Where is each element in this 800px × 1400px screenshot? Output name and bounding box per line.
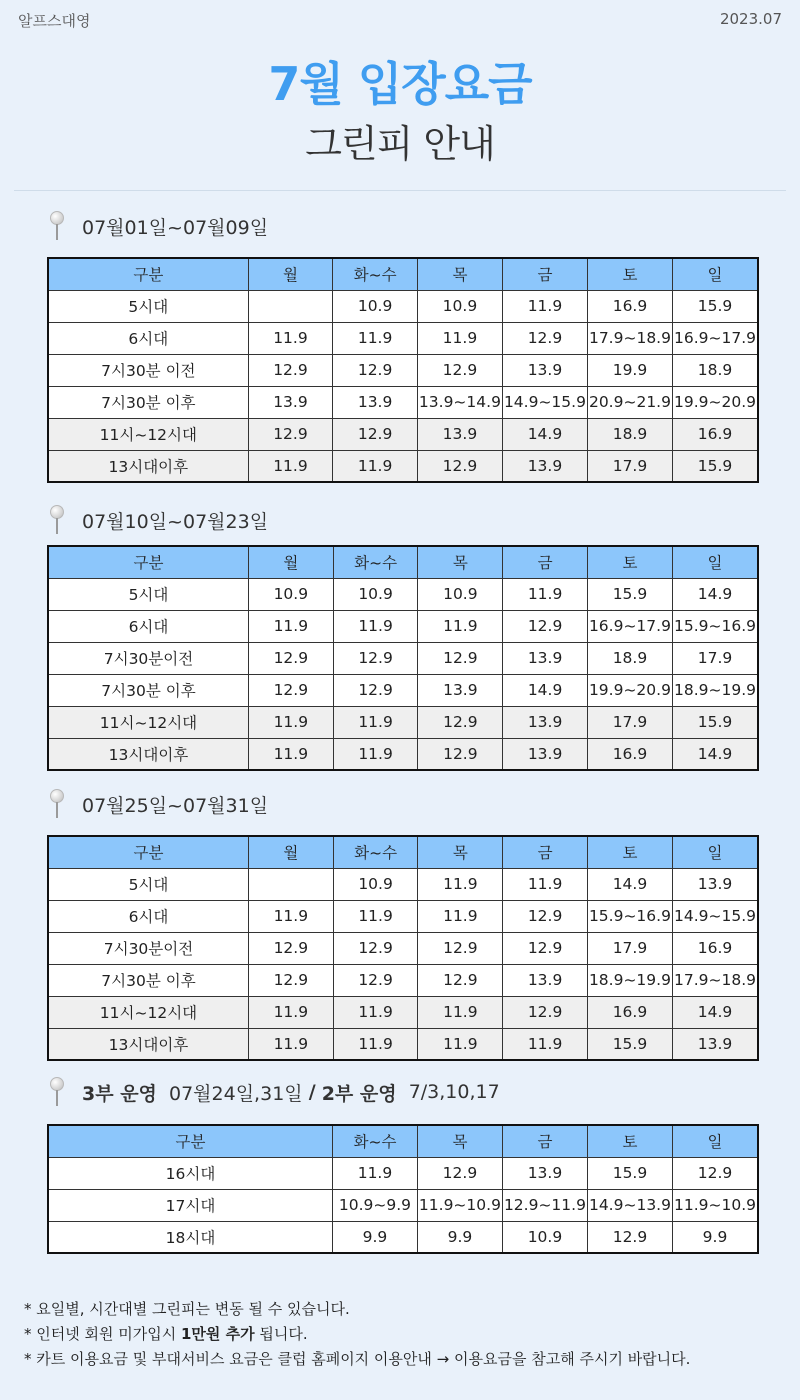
price-cell: 12.9 (248, 418, 333, 450)
price-cell: 18.9 (587, 642, 672, 674)
pin-icon (48, 1077, 68, 1107)
special-price-table (47, 1124, 759, 1254)
time-slot-cell: 11시~12시대 (48, 706, 248, 738)
price-cell: 11.9 (418, 1028, 503, 1060)
price-cell: 13.9 (503, 706, 588, 738)
note-text: * 인터넷 회원 미가입시 (24, 1325, 181, 1343)
price-cell: 17.9 (587, 450, 672, 482)
section-heading (48, 505, 268, 535)
price-cell: 17.9 (587, 706, 672, 738)
price-cell: 13.9 (503, 738, 588, 770)
price-cell: 12.9 (418, 642, 503, 674)
price-cell: 12.9 (503, 932, 588, 964)
price-cell: 18.9~19.9 (672, 674, 758, 706)
price-cell: 11.9 (333, 322, 418, 354)
section-heading-special (48, 1077, 500, 1107)
price-cell: 11.9~10.9 (417, 1189, 502, 1221)
time-slot-cell: 6시대 (48, 610, 248, 642)
price-cell: 19.9 (587, 354, 672, 386)
table-row (48, 418, 758, 450)
price-cell: 12.9 (333, 964, 418, 996)
price-cell: 14.9~15.9 (672, 900, 758, 932)
price-cell: 12.9 (502, 322, 587, 354)
price-cell: 17.9~18.9 (587, 322, 672, 354)
price-cell: 18.9 (672, 354, 758, 386)
price-cell (248, 290, 333, 322)
price-cell: 12.9 (503, 996, 588, 1028)
price-cell: 19.9~20.9 (672, 386, 758, 418)
column-header: 구분 (48, 546, 248, 578)
note-emphasis: 1만원 추가 (180, 1325, 255, 1343)
table-row (48, 1221, 758, 1253)
price-cell: 15.9~16.9 (672, 610, 758, 642)
price-cell: 12.9 (248, 674, 333, 706)
time-slot-cell: 7시30분 이후 (48, 674, 248, 706)
date-label: 2023.07 (719, 10, 782, 28)
note-line: * 카트 이용요금 및 부대서비스 요금은 클럽 홈페이지 이용안내 → 이용요금을 참고해 주시기 바랍니다. (24, 1350, 691, 1368)
table-row (48, 706, 758, 738)
table-row (48, 674, 758, 706)
price-cell: 12.9 (418, 964, 503, 996)
price-cell: 11.9 (333, 738, 418, 770)
price-cell: 11.9 (502, 290, 587, 322)
price-cell: 11.9 (248, 322, 333, 354)
time-slot-cell: 5시대 (48, 578, 248, 610)
table-row (48, 996, 758, 1028)
price-cell: 12.9 (503, 610, 588, 642)
price-cell: 9.9 (672, 1221, 758, 1253)
price-cell: 16.9 (672, 418, 758, 450)
price-cell: 15.9 (672, 450, 758, 482)
price-cell: 11.9 (333, 996, 418, 1028)
column-header: 금 (502, 258, 587, 290)
price-cell: 11.9 (333, 610, 418, 642)
price-cell: 15.9 (587, 1157, 672, 1189)
time-slot-cell: 16시대 (48, 1157, 333, 1189)
operation-2part-label: 2부 운영 (321, 1082, 397, 1105)
table-row (48, 450, 758, 482)
time-slot-cell: 7시30분 이전 (48, 354, 248, 386)
table-row (48, 578, 758, 610)
column-header: 화~수 (333, 258, 418, 290)
price-cell: 18.9~19.9 (587, 964, 672, 996)
time-slot-cell: 6시대 (48, 322, 248, 354)
table-row (48, 1028, 758, 1060)
price-cell: 11.9 (333, 450, 418, 482)
table-row (48, 610, 758, 642)
table-row (48, 900, 758, 932)
price-cell: 12.9 (248, 964, 333, 996)
table-row (48, 932, 758, 964)
price-cell: 11.9 (248, 610, 333, 642)
column-header: 토 (587, 1125, 672, 1157)
table-header-row (48, 258, 758, 290)
price-cell: 12.9 (248, 642, 333, 674)
time-slot-cell: 13시대이후 (48, 1028, 248, 1060)
price-cell: 14.9 (672, 738, 758, 770)
price-cell: 11.9 (248, 738, 333, 770)
price-cell: 11.9~10.9 (672, 1189, 758, 1221)
time-slot-cell: 7시30분 이후 (48, 964, 248, 996)
price-cell: 11.9 (248, 900, 333, 932)
price-cell: 17.9~18.9 (672, 964, 758, 996)
price-cell: 12.9 (418, 706, 503, 738)
price-cell: 9.9 (333, 1221, 418, 1253)
time-slot-cell: 6시대 (48, 900, 248, 932)
price-cell: 11.9 (418, 868, 503, 900)
price-cell: 14.9~13.9 (587, 1189, 672, 1221)
price-cell: 16.9~17.9 (587, 610, 672, 642)
price-cell: 10.9 (417, 290, 502, 322)
price-cell: 12.9 (248, 354, 333, 386)
price-cell: 12.9 (418, 738, 503, 770)
column-header: 월 (248, 258, 333, 290)
price-cell: 16.9 (587, 738, 672, 770)
price-table (47, 257, 759, 483)
time-slot-cell: 13시대이후 (48, 450, 248, 482)
price-cell: 12.9 (248, 932, 333, 964)
price-cell: 17.9 (587, 932, 672, 964)
price-cell: 15.9 (672, 706, 758, 738)
table-row (48, 322, 758, 354)
time-slot-cell: 5시대 (48, 290, 248, 322)
price-cell: 12.9~11.9 (502, 1189, 587, 1221)
price-cell: 12.9 (503, 900, 588, 932)
column-header: 목 (417, 1125, 502, 1157)
operation-3part-label: 3부 운영 (82, 1082, 157, 1105)
price-cell: 10.9 (502, 1221, 587, 1253)
time-slot-cell: 5시대 (48, 868, 248, 900)
column-header: 일 (672, 836, 758, 868)
price-cell: 12.9 (417, 450, 502, 482)
column-header: 화~수 (333, 1125, 418, 1157)
table-row (48, 386, 758, 418)
price-cell: 11.9 (333, 900, 418, 932)
page-subtitle: 그린피 안내 (305, 122, 495, 166)
price-cell: 14.9 (672, 996, 758, 1028)
price-cell: 19.9~20.9 (587, 674, 672, 706)
price-cell: 11.9 (418, 996, 503, 1028)
price-cell: 10.9~9.9 (333, 1189, 418, 1221)
column-header: 구분 (48, 1125, 333, 1157)
column-header: 일 (672, 1125, 758, 1157)
column-header: 토 (587, 258, 672, 290)
price-cell: 9.9 (417, 1221, 502, 1253)
table-row (48, 738, 758, 770)
price-cell: 16.9 (587, 290, 672, 322)
top-bar (18, 10, 782, 31)
price-cell: 10.9 (418, 578, 503, 610)
price-cell: 12.9 (333, 932, 418, 964)
price-cell: 10.9 (333, 868, 418, 900)
column-header: 월 (248, 546, 333, 578)
time-slot-cell: 11시~12시대 (48, 418, 248, 450)
price-cell (248, 868, 333, 900)
price-cell: 14.9 (672, 578, 758, 610)
column-header: 목 (418, 836, 503, 868)
table-header-row (48, 546, 758, 578)
price-cell: 12.9 (333, 418, 418, 450)
notes (24, 1297, 690, 1372)
price-cell: 12.9 (333, 354, 418, 386)
column-header: 목 (417, 258, 502, 290)
table-row (48, 354, 758, 386)
price-cell: 13.9 (502, 1157, 587, 1189)
table-row (48, 1189, 758, 1221)
column-header: 토 (587, 836, 672, 868)
price-cell: 12.9 (587, 1221, 672, 1253)
price-cell: 18.9 (587, 418, 672, 450)
price-cell: 10.9 (248, 578, 333, 610)
price-cell: 13.9 (418, 674, 503, 706)
table-row (48, 1157, 758, 1189)
price-cell: 13.9 (502, 354, 587, 386)
price-cell: 14.9 (502, 418, 587, 450)
divider (14, 190, 786, 191)
price-cell: 12.9 (417, 1157, 502, 1189)
price-cell: 11.9 (248, 450, 333, 482)
column-header: 구분 (48, 836, 248, 868)
price-cell: 11.9 (418, 610, 503, 642)
time-slot-cell: 7시30분 이후 (48, 386, 248, 418)
column-header: 토 (587, 546, 672, 578)
column-header: 일 (672, 546, 758, 578)
table-row (48, 868, 758, 900)
price-cell: 17.9 (672, 642, 758, 674)
heading-separator: / (308, 1081, 316, 1103)
price-cell: 11.9 (418, 900, 503, 932)
table-row (48, 964, 758, 996)
price-cell: 13.9 (672, 1028, 758, 1060)
operation-2part-dates: 7/3,10,17 (408, 1081, 500, 1103)
price-cell: 13.9 (248, 386, 333, 418)
price-cell: 13.9~14.9 (417, 386, 502, 418)
time-slot-cell: 13시대이후 (48, 738, 248, 770)
price-cell: 11.9 (248, 996, 333, 1028)
price-cell: 16.9 (672, 932, 758, 964)
price-cell: 15.9 (672, 290, 758, 322)
time-slot-cell: 7시30분이전 (48, 642, 248, 674)
table-header-row (48, 836, 758, 868)
pin-icon (48, 789, 68, 819)
price-cell: 14.9 (587, 868, 672, 900)
column-header: 월 (248, 836, 333, 868)
price-cell: 11.9 (333, 1028, 418, 1060)
price-cell: 16.9~17.9 (672, 322, 758, 354)
price-cell: 15.9 (587, 1028, 672, 1060)
price-cell: 11.9 (503, 1028, 588, 1060)
price-cell: 13.9 (503, 642, 588, 674)
price-cell: 11.9 (248, 1028, 333, 1060)
price-cell: 11.9 (417, 322, 502, 354)
column-header: 구분 (48, 258, 248, 290)
price-cell: 10.9 (333, 290, 418, 322)
price-cell: 11.9 (333, 1157, 418, 1189)
table-row (48, 642, 758, 674)
price-cell: 12.9 (672, 1157, 758, 1189)
price-cell: 20.9~21.9 (587, 386, 672, 418)
table-row (48, 290, 758, 322)
note-line (24, 1322, 690, 1347)
note-text: 됩니다. (254, 1325, 308, 1343)
price-cell: 12.9 (333, 674, 418, 706)
price-cell: 13.9 (417, 418, 502, 450)
price-cell: 13.9 (333, 386, 418, 418)
pin-icon (48, 211, 68, 241)
price-cell: 10.9 (333, 578, 418, 610)
price-cell: 11.9 (248, 706, 333, 738)
column-header: 화~수 (333, 546, 418, 578)
price-cell: 13.9 (672, 868, 758, 900)
price-cell: 11.9 (503, 578, 588, 610)
note-line: * 요일별, 시간대별 그린피는 변동 될 수 있습니다. (24, 1300, 350, 1318)
column-header: 화~수 (333, 836, 418, 868)
pin-icon (48, 505, 68, 535)
price-table (47, 545, 759, 771)
column-header: 금 (502, 1125, 587, 1157)
time-slot-cell: 11시~12시대 (48, 996, 248, 1028)
price-cell: 11.9 (503, 868, 588, 900)
price-cell: 12.9 (417, 354, 502, 386)
price-cell: 11.9 (333, 706, 418, 738)
column-header: 금 (503, 836, 588, 868)
price-cell: 16.9 (587, 996, 672, 1028)
price-cell: 13.9 (503, 964, 588, 996)
price-cell: 15.9 (587, 578, 672, 610)
price-table (47, 835, 759, 1061)
price-cell: 15.9~16.9 (587, 900, 672, 932)
section-heading (48, 211, 268, 241)
page-title: 7월 입장요금 (268, 57, 532, 111)
time-slot-cell: 7시30분이전 (48, 932, 248, 964)
section-heading (48, 789, 268, 819)
price-cell: 12.9 (333, 642, 418, 674)
price-cell: 13.9 (502, 450, 587, 482)
section-period: 07월10일~07월23일 (82, 510, 269, 533)
price-cell: 14.9~15.9 (502, 386, 587, 418)
section-period: 07월25일~07월31일 (82, 794, 269, 817)
table-header-row (48, 1125, 758, 1157)
time-slot-cell: 18시대 (48, 1221, 333, 1253)
price-cell: 14.9 (503, 674, 588, 706)
column-header: 금 (503, 546, 588, 578)
operation-3part-dates: 07월24일,31일 (169, 1082, 303, 1105)
section-period: 07월01일~07월09일 (82, 216, 269, 239)
brand-name: 알프스대영 (18, 12, 91, 30)
column-header: 목 (418, 546, 503, 578)
column-header: 일 (672, 258, 758, 290)
price-cell: 12.9 (418, 932, 503, 964)
time-slot-cell: 17시대 (48, 1189, 333, 1221)
